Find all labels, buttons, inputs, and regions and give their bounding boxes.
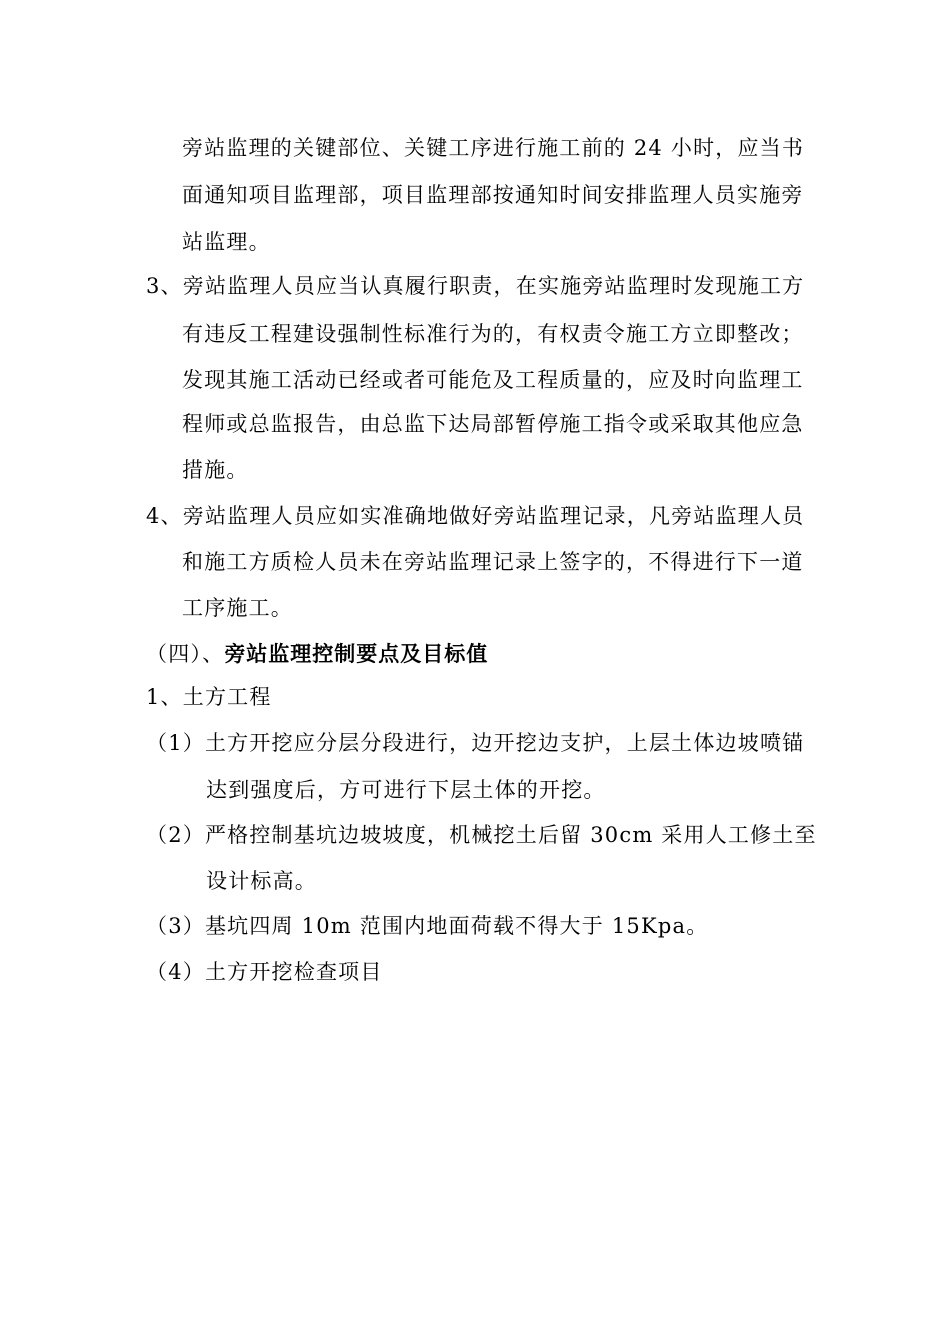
item-4-line-3: 工序施工。 <box>182 596 293 620</box>
section-heading <box>146 640 488 668</box>
item-3-line-1: 3、旁站监理人员应当认真履行职责，在实施旁站监理时发现施工方 <box>146 274 805 298</box>
sub-item-1-line-1: （1）土方开挖应分层分段进行，边开挖边支护，上层土体边坡喷锚 <box>146 731 805 755</box>
paragraph-1-line-2: 面通知项目监理部，项目监理部按通知时间安排监理人员实施旁 <box>182 183 804 207</box>
sub-item-3: （3）基坑四周 10m 范围内地面荷载不得大于 15Kpa。 <box>146 914 709 938</box>
sub-item-2-line-1: （2）严格控制基坑边坡坡度，机械挖土后留 30cm 采用人工修土至 <box>146 823 817 847</box>
subsection-1-title: 1、土方工程 <box>146 685 272 709</box>
sub-item-1-line-2: 达到强度后，方可进行下层土体的开挖。 <box>206 778 606 802</box>
item-3-line-3: 发现其施工活动已经或者可能危及工程质量的，应及时向监理工 <box>182 368 804 392</box>
sub-item-4: （4）土方开挖检查项目 <box>146 960 383 984</box>
paragraph-1-line-1: 旁站监理的关键部位、关键工序进行施工前的 24 小时，应当书 <box>182 136 805 160</box>
item-4-line-2: 和施工方质检人员未在旁站监理记录上签字的，不得进行下一道 <box>182 550 804 574</box>
paragraph-1-line-3: 站监理。 <box>182 230 271 254</box>
item-3-line-4: 程师或总监报告，由总监下达局部暂停施工指令或采取其他应急 <box>182 412 804 436</box>
sub-item-2-line-2: 设计标高。 <box>206 869 317 893</box>
item-3-line-2: 有违反工程建设强制性标准行为的，有权责令施工方立即整改； <box>182 322 804 346</box>
item-4-line-1: 4、旁站监理人员应如实准确地做好旁站监理记录，凡旁站监理人员 <box>146 504 805 528</box>
section-heading-title: 旁站监理控制要点及目标值 <box>224 641 489 666</box>
item-3-line-5: 措施。 <box>182 458 249 482</box>
section-heading-prefix: （四）、 <box>146 642 225 666</box>
